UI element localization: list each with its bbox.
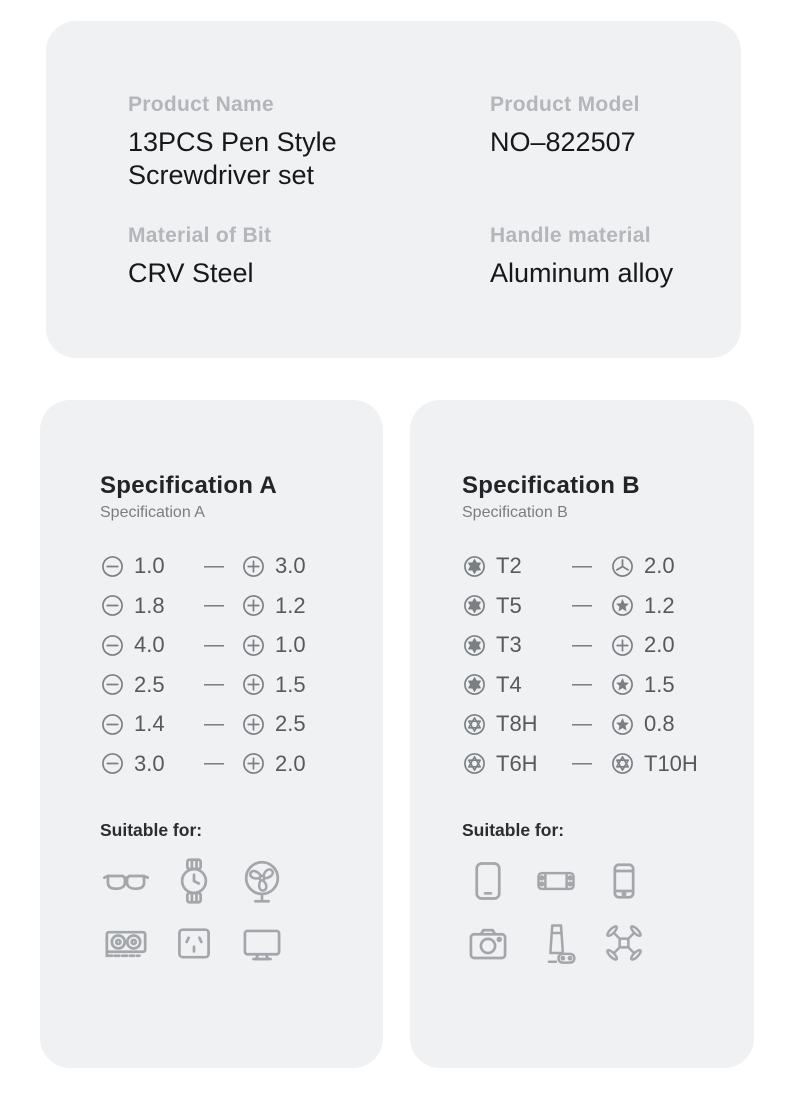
spec-row <box>462 633 754 657</box>
bit-size: 1.5 <box>644 671 675 697</box>
product-info-card <box>46 21 741 358</box>
dash-separator: — <box>572 673 592 695</box>
phillips-icon <box>241 593 266 618</box>
bit-material-value: CRV Steel <box>128 258 254 288</box>
bit-size: 4.0 <box>134 632 165 657</box>
game-console-icon <box>530 917 582 969</box>
bit-size: T3 <box>496 632 522 657</box>
spec-row <box>100 594 383 618</box>
suitable-icons-grid <box>100 855 383 969</box>
handle-material-value: Aluminum alloy <box>490 258 674 288</box>
phillips-icon <box>241 712 266 737</box>
slotted-icon <box>100 593 125 618</box>
spec-b-subtitle: Specification B <box>462 504 568 521</box>
bit-size: 2.5 <box>275 711 306 736</box>
suitable-for-label: Suitable for: <box>100 819 203 840</box>
bit-size: T4 <box>496 671 522 697</box>
slotted-icon <box>100 554 125 579</box>
bit-material-field <box>128 224 490 290</box>
bit-size: 3.0 <box>275 553 306 578</box>
handle-material-field <box>490 224 741 290</box>
security-torx-icon <box>610 751 635 776</box>
watch-icon <box>168 855 220 907</box>
torx-icon <box>462 633 487 658</box>
star-icon <box>610 593 635 618</box>
spec-a-subtitle: Specification A <box>100 504 205 521</box>
bit-size: T5 <box>496 592 522 618</box>
star-icon <box>610 672 635 697</box>
bit-size: 2.0 <box>644 632 675 657</box>
bit-size: 1.8 <box>134 592 165 618</box>
tablet-icon <box>462 855 514 907</box>
drone-icon <box>598 917 650 969</box>
bit-size: 1.5 <box>275 671 306 697</box>
dash-separator: — <box>572 554 592 577</box>
monitor-icon <box>236 917 288 969</box>
specification-b-card <box>410 400 754 1068</box>
handle-material-label: Handle material <box>490 224 651 247</box>
bit-size: T10H <box>644 750 698 776</box>
smartphone-icon <box>598 855 650 907</box>
spec-row <box>100 633 383 657</box>
triwing-icon <box>610 554 635 579</box>
bit-size: 1.2 <box>275 592 306 618</box>
phillips-icon <box>241 554 266 579</box>
spec-row <box>462 752 754 776</box>
spec-row <box>100 554 383 578</box>
spec-row <box>462 673 754 697</box>
dash-separator: — <box>204 712 224 735</box>
bit-size: 1.2 <box>644 592 675 618</box>
bit-size: 1.0 <box>275 632 306 657</box>
phillips-icon <box>241 672 266 697</box>
bit-size: T6H <box>496 750 538 776</box>
product-name-label: Product Name <box>128 93 274 116</box>
dash-separator: — <box>572 594 592 616</box>
suitable-icons-grid <box>462 855 754 969</box>
dash-separator: — <box>572 633 592 656</box>
product-model-label: Product Model <box>490 93 640 116</box>
camera-icon <box>462 917 514 969</box>
bit-size: 3.0 <box>134 750 165 776</box>
dash-separator: — <box>204 752 224 774</box>
spec-b-title: Specification B <box>462 472 640 499</box>
slotted-icon <box>100 633 125 658</box>
slotted-icon <box>100 712 125 737</box>
power-socket-icon <box>168 917 220 969</box>
product-model-field <box>490 93 741 192</box>
dash-separator: — <box>572 752 592 774</box>
dash-separator: — <box>204 673 224 695</box>
security-torx-icon <box>462 751 487 776</box>
torx-icon <box>462 593 487 618</box>
dash-separator: — <box>204 554 224 577</box>
product-model-value: NO–822507 <box>490 127 636 157</box>
spec-row <box>100 752 383 776</box>
bit-size: 2.0 <box>275 750 306 776</box>
fan-icon <box>236 855 288 907</box>
spec-row <box>462 594 754 618</box>
bit-size: 1.0 <box>134 553 165 578</box>
torx-icon <box>462 672 487 697</box>
product-name-field <box>128 93 490 192</box>
slotted-icon <box>100 751 125 776</box>
spec-row <box>462 554 754 578</box>
star-icon <box>610 712 635 737</box>
torx-icon <box>462 554 487 579</box>
spec-a-rows <box>100 554 383 776</box>
phillips-icon <box>241 633 266 658</box>
spec-b-rows <box>462 554 754 776</box>
phillips-icon <box>610 633 635 658</box>
spec-a-title: Specification A <box>100 472 277 499</box>
dash-separator: — <box>204 594 224 616</box>
gpu-icon <box>100 917 152 969</box>
phillips-icon <box>241 751 266 776</box>
glasses-icon <box>100 855 152 907</box>
specification-a-card <box>40 400 383 1068</box>
bit-size: 2.0 <box>644 553 675 578</box>
spec-row <box>100 712 383 736</box>
bit-size: 2.5 <box>134 671 165 697</box>
bit-size: 0.8 <box>644 711 675 736</box>
bit-size: 1.4 <box>134 711 165 736</box>
dash-separator: — <box>204 633 224 656</box>
product-name-value: 13PCS Pen Style Screwdriver set <box>128 127 337 190</box>
dash-separator: — <box>572 712 592 735</box>
suitable-for-label: Suitable for: <box>462 819 565 840</box>
slotted-icon <box>100 672 125 697</box>
bit-material-label: Material of Bit <box>128 224 272 247</box>
switch-console-icon <box>530 855 582 907</box>
security-torx-icon <box>462 712 487 737</box>
bit-size: T2 <box>496 553 522 578</box>
bit-size: T8H <box>496 711 538 736</box>
spec-row <box>462 712 754 736</box>
spec-row <box>100 673 383 697</box>
